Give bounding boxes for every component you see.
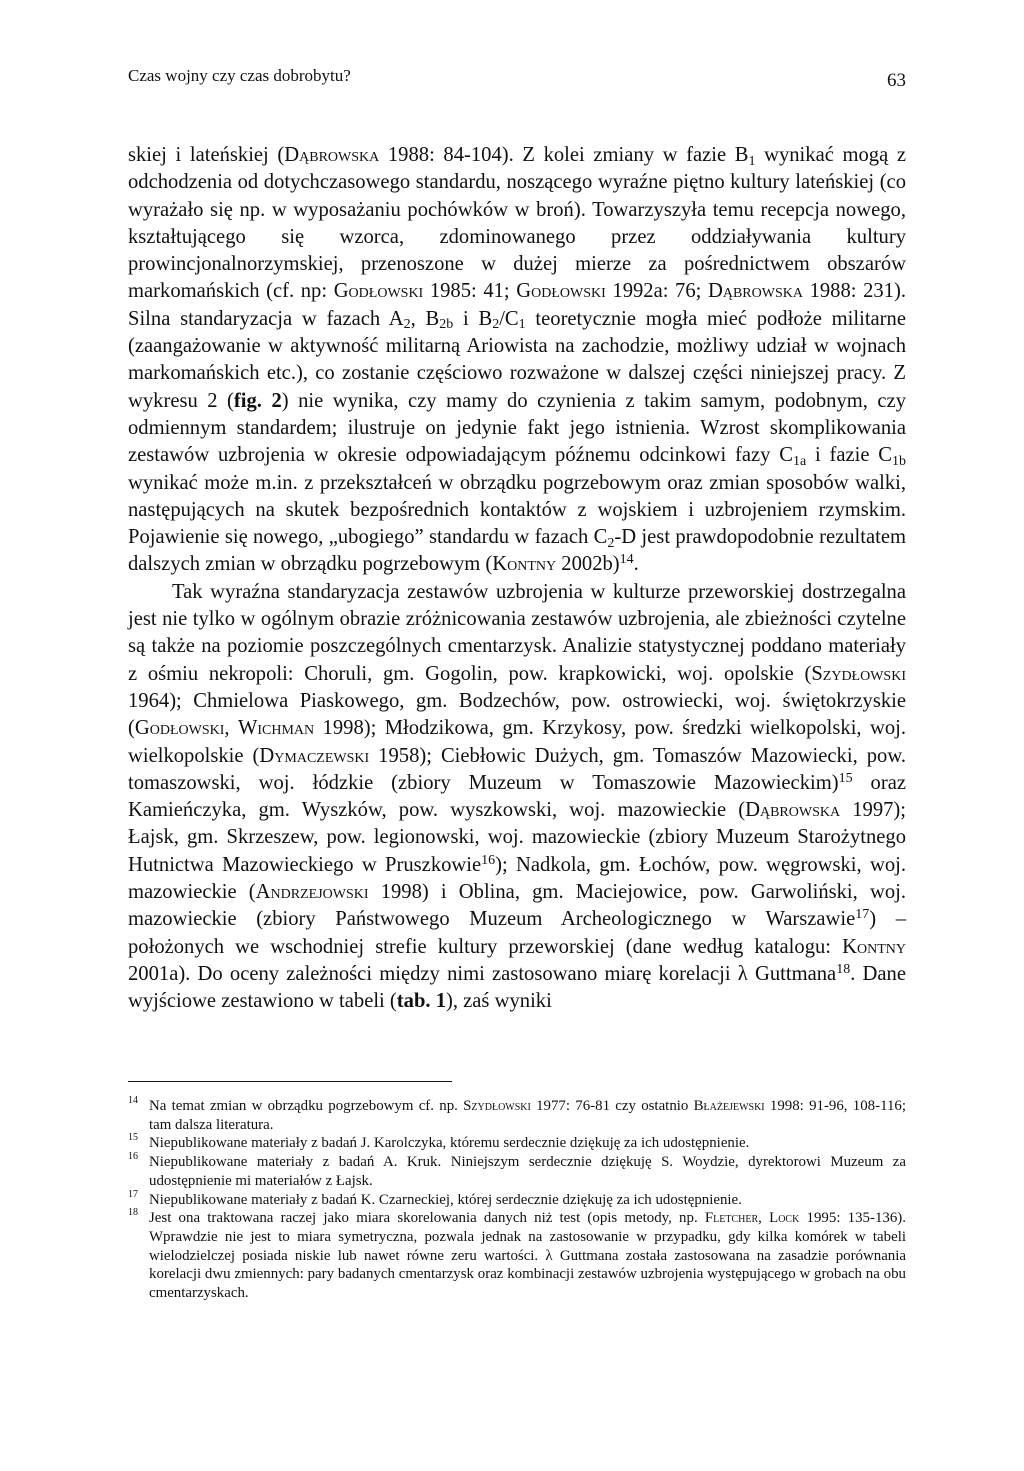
text-run: 1995: 135-136). Wprawdzie nie jest to miara symetryczna, pozwala jednak na zastosowanie w przypadku, gdy kilka komórek w tabeli wielodzielczej posiada niskie lub nawet równe zeru wartości. λ Guttmana została zastosowana na zasadzie porównania korelacji dwu zmiennych: pary badanych cmentarzysk oraz kombinacji zestawów uzbrojenia występującego w grobach na obu cmentarzyskach. — [149, 1210, 906, 1302]
footnote-16 — [128, 1153, 906, 1190]
footnote-marker[interactable]: 18 — [836, 961, 851, 977]
table-reference: tab. 1 — [396, 990, 446, 1013]
paragraph-1 — [128, 142, 906, 579]
text-run: , B — [410, 307, 440, 330]
footnote-15 — [128, 1134, 906, 1153]
text-run: 1988: 231). Silna standaryzacja w fazach A — [128, 280, 907, 330]
text-run: wynikać może m.in. z przekształceń w obrządku pogrzebowym oraz zmian sposobów walki, następujących na skutek bezpośrednich kontaktów z wojskiem i uzbrojeniem rzymskim. Pojawienie się nowego, „ubogiego” standardu w fazach C — [128, 471, 906, 549]
paragraph-2 — [128, 579, 906, 1016]
text-run: , — [224, 717, 238, 740]
page-number: 63 — [887, 70, 906, 91]
footnote-marker[interactable]: 15 — [838, 770, 853, 786]
footnote-number: 16 — [128, 1151, 138, 1163]
text-run: Jest ona traktowana raczej jako miara skorelowania danych niż test (opis metody, np. — [149, 1210, 705, 1227]
footnote-marker[interactable]: 14 — [619, 552, 634, 568]
citation-author: Dymaczewski — [259, 744, 370, 767]
footnote-number: 15 — [128, 1132, 138, 1144]
text-run: , — [758, 1210, 770, 1227]
text-run: . Dane wyjściowe zestawiono w tabeli ( — [128, 962, 906, 1013]
subscript: 2 — [403, 317, 411, 333]
citation-author: Godłowski — [134, 717, 225, 740]
text-run: Na temat zmian w obrządku pogrzebowym cf. np. — [149, 1098, 464, 1114]
text-run: ), zaś wyniki — [446, 990, 552, 1013]
citation-author: Godłowski — [516, 280, 606, 303]
subscript: 1 — [518, 317, 526, 333]
text-run: ) nie wynika, czy mamy do czynienia z takim samym, podobnym, czy odmiennym standardem; ilustruje on jedynie fakt jego istnienia. Wzrost skomplikowania zestawów uzbrojenia w okresie odpowiadającym późnemu odcinkowi fazy C — [128, 389, 906, 467]
subscript: 2 — [607, 535, 615, 551]
text-run: 1998: 91-96, 108-116; tam dalsza literatura. — [149, 1098, 907, 1133]
footnotes — [128, 1097, 906, 1303]
footnote-marker[interactable]: 17 — [855, 907, 870, 923]
text-run: 1958); Ciebłowic Dużych, gm. Tomaszów Mazowiecki, pow. tomaszowski, woj. łódzkie (zbiory Muzeum w Tomaszowie Mazowieckim) — [128, 744, 906, 794]
citation-author: Fletcher — [704, 1210, 759, 1227]
subscript: 2 — [492, 317, 500, 333]
text-run: ) – położonych we wschodniej strefie kultury przeworskiej (dane według katalogu: — [128, 908, 906, 958]
citation-author: Kontny — [492, 553, 557, 576]
footnote-number: 18 — [128, 1207, 138, 1219]
text-run: 2001a). Do oceny zależności między nimi zastosowano miarę korelacji λ Guttmana — [128, 962, 837, 985]
text-run: Tak wyraźna standaryzacja zestawów uzbrojenia w kulturze przeworskiej dostrzegalna jest nie tylko w ogólnym obrazie zróżnicowania zestawów uzbrojenia, ale zbieżności czytelne są także na poziomie poszczególnych cmentarzysk. Analizie statystycznej poddano materiały z ośmiu nekropoli: Choruli, gm. Gogolin, pow. krapkowicki, woj. opolskie ( — [128, 580, 906, 685]
citation-author: Godłowski — [333, 280, 424, 303]
citation-author: Błażejewski — [693, 1098, 765, 1114]
footnote-number: 14 — [128, 1095, 138, 1106]
text-run: 1997); Łajsk, gm. Skrzeszew, pow. legionowski, woj. mazowieckie (zbiory Muzeum Starożytnego Hutnictwa Mazowieckiego w Pruszkowie — [128, 799, 906, 876]
text-run: wynikać mogą z odchodzenia od dotychczasowego standardu, noszącego wyraźne piętno kultury lateńskiej (co wyrażało się np. w wyposażaniu pochówków w broń). Towarzyszyła temu recepcja nowego, kształtującego się wzorca, zdominowanego przez oddziaływania kultury prowincjonalnorzymskiej, przenoszone w dużej mierze za pośrednictwem obszarów markomańskich (cf. np: — [128, 144, 906, 303]
text-run: 1977: 76-81 czy ostatnio — [530, 1098, 694, 1114]
text-run: teoretycznie mogła mieć podłoże militarne (zaangażowanie w aktywność militarną Ariowista na zachodzie, możliwy udział w wojnach markomańskich etc.), co zostanie częściowo rozważone w dalszej części niniejszej pracy. Z wykresu 2 ( — [128, 307, 906, 412]
footnote-17 — [128, 1188, 906, 1210]
citation-author: Dąbrowska — [707, 280, 803, 303]
subscript: 1 — [748, 153, 756, 169]
citation-author: Dąbrowska — [284, 144, 380, 166]
footnote-marker[interactable]: 16 — [481, 852, 496, 868]
footnote-text: Niepublikowane materiały z badań A. Kruk. Niniejszym serdecznie dziękuję S. Woydzie, dyrektorowi Muzeum za udostępnienie mi materiałów z Łajsk. — [149, 1154, 906, 1189]
citation-author: Andrzejowski — [255, 881, 369, 904]
text-run: /C — [499, 307, 519, 330]
text-run: . — [633, 553, 639, 576]
figure-reference: fig. 2 — [233, 389, 282, 412]
text-run: 1985: 41; — [423, 280, 517, 303]
citation-author: Szydłowski — [811, 662, 906, 685]
text-run: 1998) i Oblina, gm. Maciejowice, pow. Garwoliński, woj. mazowieckie (zbiory Państwowego Muzeum Archeologicznego w Warszawie — [128, 881, 907, 931]
text-run: 1964); Chmielowa Piaskowego, gm. Bodzechów, pow. ostrowiecki, woj. świętokrzyskie ( — [128, 689, 906, 740]
citation-author: Szydłowski — [463, 1098, 531, 1114]
text-run: skiej i lateńskiej ( — [128, 144, 285, 166]
footnote-18 — [128, 1209, 906, 1303]
subscript: 2b — [439, 317, 454, 333]
text-run: 1998); Młodzikowa, gm. Krzykosy, pow. średzki wielkopolski, woj. wielkopolskie ( — [128, 717, 907, 767]
text-run: ); Nadkola, gm. Łochów, pow. węgrowski, woj. mazowieckie ( — [128, 853, 906, 904]
footnote-number: 17 — [128, 1188, 138, 1200]
footnote-text: Niepublikowane materiały z badań K. Czarneckiej, której serdecznie dziękuję za ich udostępnienie. — [149, 1191, 742, 1208]
footnote-14 — [128, 1097, 906, 1134]
citation-author: Dąbrowska — [745, 799, 841, 822]
subscript: 1b — [892, 453, 907, 469]
main-text — [128, 142, 906, 1016]
running-title: Czas wojny czy czas dobrobytu? — [128, 66, 351, 85]
running-header — [128, 66, 906, 96]
text-run: i B — [453, 307, 493, 330]
citation-author: Lock — [769, 1210, 800, 1227]
citation-author: Wichman — [237, 717, 315, 740]
text-run: 2002b) — [556, 553, 620, 576]
citation-author: Kontny — [842, 935, 906, 958]
text-run: i fazie C — [806, 444, 893, 467]
text-run: 1992a: 76; — [605, 280, 708, 303]
text-run: oraz Kamieńczyka, gm. Wyszków, pow. wyszkowski, woj. mazowieckie ( — [128, 771, 906, 822]
footnote-separator — [128, 1081, 452, 1082]
subscript: 1a — [792, 453, 807, 469]
footnote-text: Niepublikowane materiały z badań J. Karolczyka, któremu serdecznie dziękuję za ich udostępnienie. — [149, 1135, 750, 1152]
text-run: -D jest prawdopodobnie rezultatem dalszych zmian w obrządku pogrzebowym ( — [128, 526, 907, 576]
text-run: 1988: 84-104). Z kolei zmiany w fazie B — [379, 144, 749, 166]
